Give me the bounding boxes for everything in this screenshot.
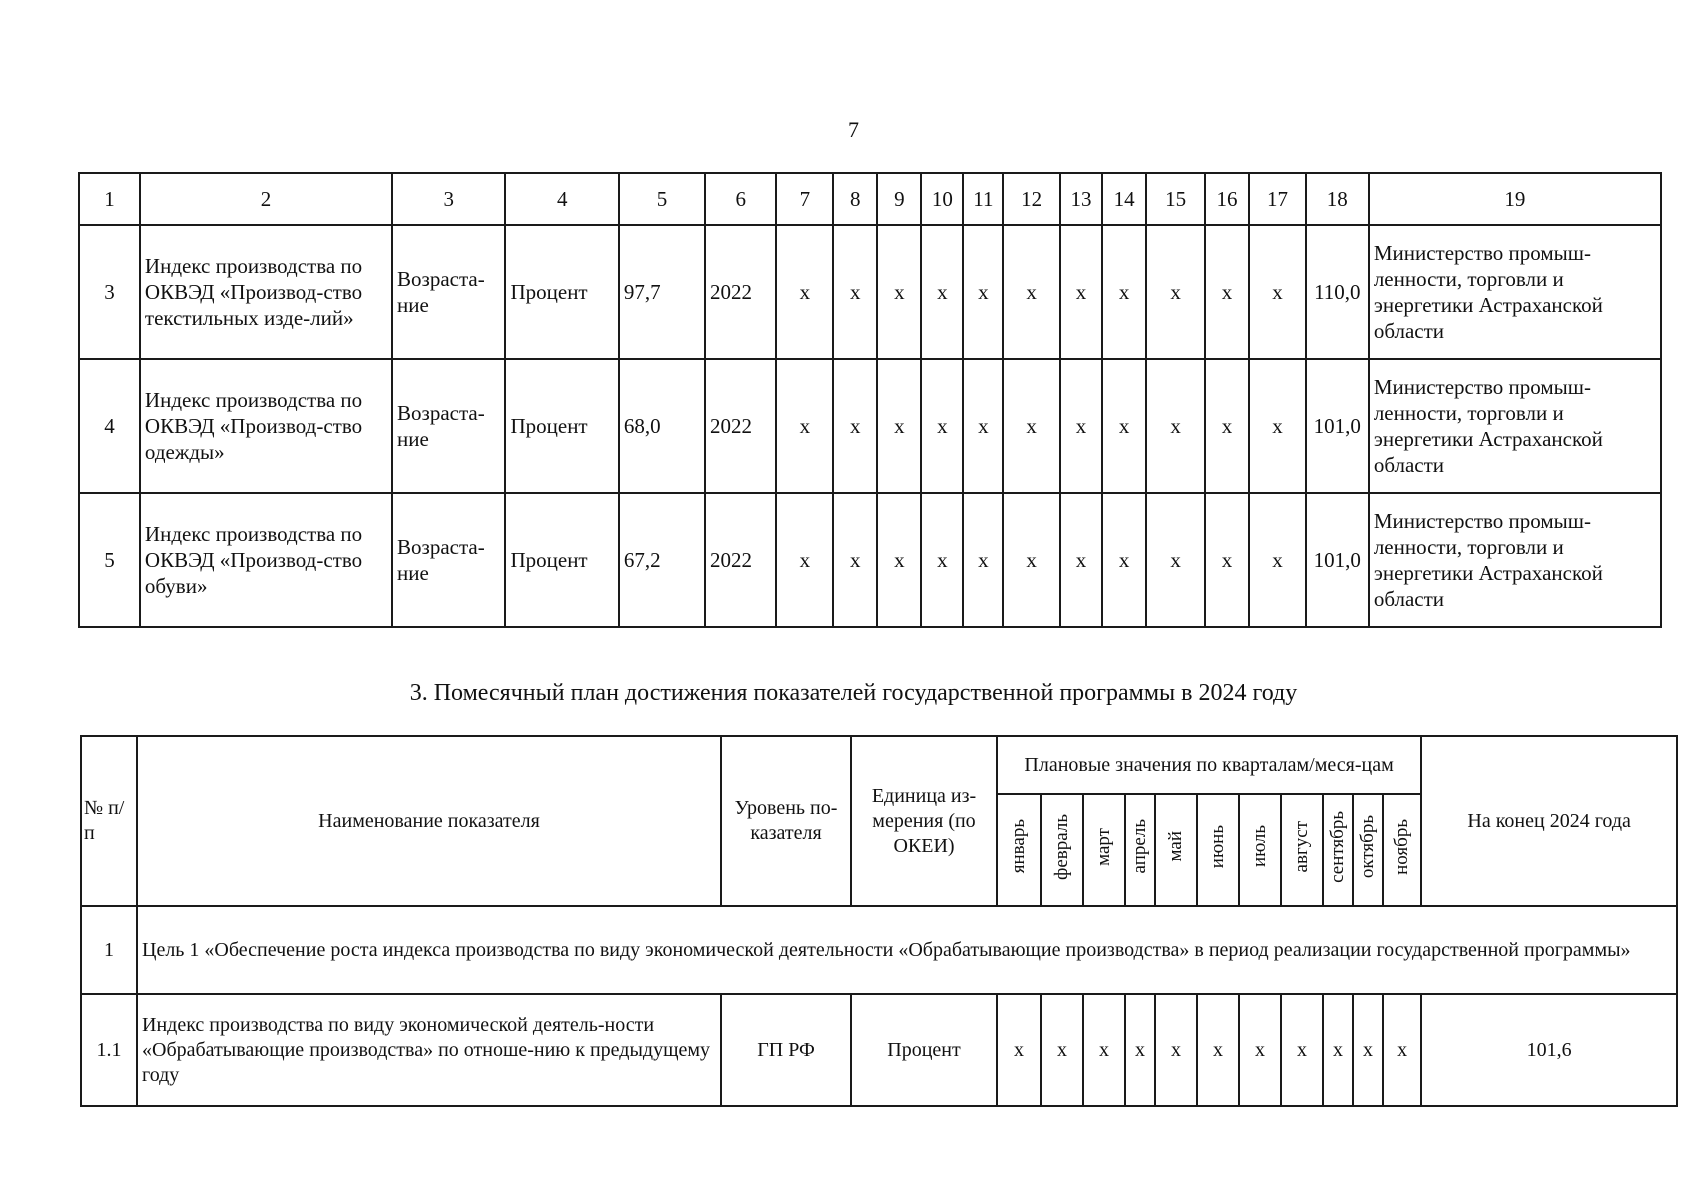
month-label: январь bbox=[1008, 819, 1030, 874]
goal-text: Цель 1 «Обеспечение роста индекса производства по виду экономической деятельности «Обрабатывающие производства» в период реализации государственной программы» bbox=[137, 906, 1677, 994]
mark-cell: x bbox=[1083, 994, 1125, 1106]
column-number: 3 bbox=[392, 173, 505, 225]
column-number: 6 bbox=[705, 173, 776, 225]
mark-cell: x bbox=[1323, 994, 1353, 1106]
mark-cell: x bbox=[1102, 225, 1146, 359]
column-number: 9 bbox=[877, 173, 921, 225]
mark-cell: x bbox=[921, 493, 963, 627]
mark-cell: x bbox=[963, 225, 1003, 359]
mark-cell: x bbox=[877, 493, 921, 627]
header-level: Уровень по-казателя bbox=[721, 736, 851, 906]
column-number: 13 bbox=[1060, 173, 1102, 225]
month-may bbox=[1155, 794, 1197, 906]
month-label: сентябрь bbox=[1327, 810, 1349, 883]
mark-cell: x bbox=[1197, 994, 1239, 1106]
mark-cell: x bbox=[1041, 994, 1083, 1106]
mark-cell: x bbox=[1060, 225, 1102, 359]
month-march bbox=[1083, 794, 1125, 906]
mark-cell: x bbox=[1125, 994, 1155, 1106]
section-title: 3. Помесячный план достижения показателей государственной программы в 2024 году bbox=[409, 680, 1298, 706]
mark-cell: x bbox=[833, 493, 877, 627]
month-label: июнь bbox=[1207, 824, 1229, 869]
indicator-row bbox=[81, 994, 1677, 1106]
month-label: май bbox=[1165, 831, 1187, 862]
mark-cell: x bbox=[1060, 359, 1102, 493]
month-january bbox=[997, 794, 1041, 906]
month-november bbox=[1383, 794, 1421, 906]
indicator-level: ГП РФ bbox=[721, 994, 851, 1106]
month-october bbox=[1353, 794, 1383, 906]
column-number: 15 bbox=[1146, 173, 1205, 225]
unit: Процент bbox=[505, 359, 618, 493]
mark-cell: x bbox=[1281, 994, 1323, 1106]
mark-cell: x bbox=[1205, 359, 1249, 493]
column-number: 18 bbox=[1306, 173, 1369, 225]
mark-cell: x bbox=[1102, 359, 1146, 493]
base-value: 67,2 bbox=[619, 493, 705, 627]
trend: Возраста-ние bbox=[392, 359, 505, 493]
mark-cell: x bbox=[1060, 493, 1102, 627]
column-number: 5 bbox=[619, 173, 705, 225]
base-year: 2022 bbox=[705, 359, 776, 493]
mark-cell: x bbox=[1249, 359, 1306, 493]
indicator-number: 1.1 bbox=[81, 994, 137, 1106]
header-indicator-name: Наименование показателя bbox=[137, 736, 721, 906]
indicator-name: Индекс производства по виду экономической деятель-ности «Обрабатывающие производства» по отноше-нию к предыдущему году bbox=[137, 994, 721, 1106]
target-value: 101,0 bbox=[1306, 359, 1369, 493]
base-value: 68,0 bbox=[619, 359, 705, 493]
mark-cell: x bbox=[776, 493, 833, 627]
mark-cell: x bbox=[877, 225, 921, 359]
table-header-row bbox=[81, 736, 1677, 794]
indicator-unit: Процент bbox=[851, 994, 997, 1106]
row-number: 4 bbox=[79, 359, 140, 493]
month-february bbox=[1041, 794, 1083, 906]
column-number: 10 bbox=[921, 173, 963, 225]
column-number: 2 bbox=[140, 173, 392, 225]
table-row bbox=[79, 493, 1661, 627]
row-number: 3 bbox=[79, 225, 140, 359]
page-number: 7 bbox=[848, 117, 859, 142]
mark-cell: x bbox=[1146, 359, 1205, 493]
column-number: 19 bbox=[1369, 173, 1661, 225]
mark-cell: x bbox=[1146, 493, 1205, 627]
indicator-name: Индекс производства по ОКВЭД «Производ-ство обуви» bbox=[140, 493, 392, 627]
column-number: 7 bbox=[776, 173, 833, 225]
trend: Возраста-ние bbox=[392, 493, 505, 627]
mark-cell: x bbox=[921, 225, 963, 359]
mark-cell: x bbox=[1383, 994, 1421, 1106]
month-label: август bbox=[1291, 820, 1313, 873]
column-number: 11 bbox=[963, 173, 1003, 225]
table-header-row bbox=[79, 173, 1661, 225]
responsible-org: Министерство промыш-ленности, торговли и энергетики Астраханской области bbox=[1369, 493, 1661, 627]
mark-cell: x bbox=[877, 359, 921, 493]
mark-cell: x bbox=[1003, 359, 1060, 493]
mark-cell: x bbox=[1003, 225, 1060, 359]
mark-cell: x bbox=[921, 359, 963, 493]
mark-cell: x bbox=[963, 493, 1003, 627]
month-label: февраль bbox=[1051, 813, 1073, 880]
mark-cell: x bbox=[833, 225, 877, 359]
month-label: апрель bbox=[1129, 819, 1151, 874]
base-value: 97,7 bbox=[619, 225, 705, 359]
month-april bbox=[1125, 794, 1155, 906]
column-number: 16 bbox=[1205, 173, 1249, 225]
mark-cell: x bbox=[1353, 994, 1383, 1106]
column-number: 17 bbox=[1249, 173, 1306, 225]
column-number: 12 bbox=[1003, 173, 1060, 225]
end-of-year-value: 101,6 bbox=[1421, 994, 1677, 1106]
mark-cell: x bbox=[1205, 225, 1249, 359]
indicator-name: Индекс производства по ОКВЭД «Производ-ство текстильных изде-лий» bbox=[140, 225, 392, 359]
goal-number: 1 bbox=[81, 906, 137, 994]
mark-cell: x bbox=[1102, 493, 1146, 627]
trend: Возраста-ние bbox=[392, 225, 505, 359]
month-label: ноябрь bbox=[1391, 818, 1413, 875]
month-september bbox=[1323, 794, 1353, 906]
mark-cell: x bbox=[1249, 493, 1306, 627]
month-june bbox=[1197, 794, 1239, 906]
mark-cell: x bbox=[833, 359, 877, 493]
header-num: № п/п bbox=[81, 736, 137, 906]
month-label: октябрь bbox=[1357, 814, 1379, 879]
target-value: 101,0 bbox=[1306, 493, 1369, 627]
mark-cell: x bbox=[776, 359, 833, 493]
base-year: 2022 bbox=[705, 225, 776, 359]
month-label: март bbox=[1093, 827, 1115, 866]
mark-cell: x bbox=[1239, 994, 1281, 1106]
month-july bbox=[1239, 794, 1281, 906]
responsible-org: Министерство промыш-ленности, торговли и энергетики Астраханской области bbox=[1369, 359, 1661, 493]
month-label: июль bbox=[1249, 825, 1271, 868]
responsible-org: Министерство промыш-ленности, торговли и энергетики Астраханской области bbox=[1369, 225, 1661, 359]
monthly-plan-table bbox=[80, 735, 1678, 1107]
mark-cell: x bbox=[963, 359, 1003, 493]
indicators-table bbox=[78, 172, 1662, 628]
indicator-name: Индекс производства по ОКВЭД «Производ-ство одежды» bbox=[140, 359, 392, 493]
column-number: 4 bbox=[505, 173, 618, 225]
header-unit: Единица из-мерения (по ОКЕИ) bbox=[851, 736, 997, 906]
month-august bbox=[1281, 794, 1323, 906]
column-number: 8 bbox=[833, 173, 877, 225]
base-year: 2022 bbox=[705, 493, 776, 627]
mark-cell: x bbox=[997, 994, 1041, 1106]
header-end-of-year: На конец 2024 года bbox=[1421, 736, 1677, 906]
target-value: 110,0 bbox=[1306, 225, 1369, 359]
mark-cell: x bbox=[1249, 225, 1306, 359]
mark-cell: x bbox=[776, 225, 833, 359]
row-number: 5 bbox=[79, 493, 140, 627]
goal-row bbox=[81, 906, 1677, 994]
column-number: 14 bbox=[1102, 173, 1146, 225]
mark-cell: x bbox=[1146, 225, 1205, 359]
table-row bbox=[79, 225, 1661, 359]
column-number: 1 bbox=[79, 173, 140, 225]
table-row bbox=[79, 359, 1661, 493]
mark-cell: x bbox=[1155, 994, 1197, 1106]
unit: Процент bbox=[505, 493, 618, 627]
mark-cell: x bbox=[1003, 493, 1060, 627]
unit: Процент bbox=[505, 225, 618, 359]
header-planned-values: Плановые значения по кварталам/меся-цам bbox=[997, 736, 1421, 794]
mark-cell: x bbox=[1205, 493, 1249, 627]
